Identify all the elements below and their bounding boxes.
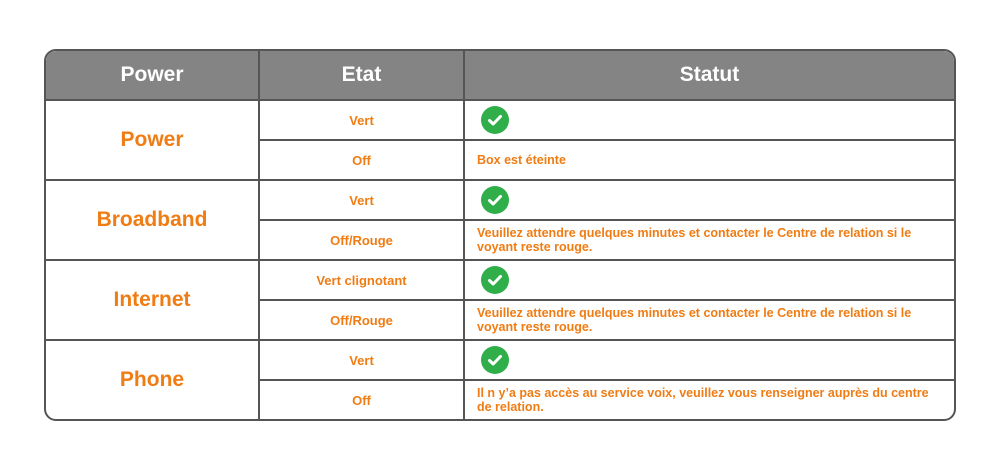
group-rows bbox=[260, 101, 954, 179]
table-row bbox=[260, 261, 954, 301]
group-label: Broadband bbox=[46, 181, 260, 259]
group-label: Internet bbox=[46, 261, 260, 339]
header-etat: Etat bbox=[260, 51, 465, 99]
check-circle-icon bbox=[481, 346, 509, 374]
status-table bbox=[44, 49, 956, 421]
statut-cell: Veuillez attendre quelques minutes et contacter le Centre de relation si le voyant reste rouge. bbox=[477, 306, 912, 334]
table-row bbox=[260, 381, 954, 419]
etat-cell: Off bbox=[260, 381, 465, 419]
header-power: Power bbox=[46, 51, 260, 99]
table-row bbox=[260, 301, 954, 339]
etat-cell: Vert bbox=[260, 181, 465, 219]
etat-cell: Off/Rouge bbox=[260, 221, 465, 259]
group-label: Power bbox=[46, 101, 260, 179]
statut-cell: Il n y’a pas accès au service voix, veuillez vous renseigner auprès du centre de relation. bbox=[477, 386, 929, 414]
etat-cell: Vert bbox=[260, 341, 465, 379]
table-row bbox=[260, 341, 954, 381]
group-rows bbox=[260, 181, 954, 259]
statut-cell bbox=[465, 341, 954, 379]
check-circle-icon bbox=[481, 266, 509, 294]
etat-cell: Vert bbox=[260, 101, 465, 139]
statut-cell bbox=[465, 181, 954, 219]
statut-cell bbox=[465, 261, 954, 299]
header-statut: Statut bbox=[679, 63, 740, 86]
table-row bbox=[260, 141, 954, 179]
group-power bbox=[46, 101, 954, 181]
etat-cell: Off/Rouge bbox=[260, 301, 465, 339]
group-rows bbox=[260, 261, 954, 339]
etat-cell: Off bbox=[260, 141, 465, 179]
group-broadband bbox=[46, 181, 954, 261]
group-rows bbox=[260, 341, 954, 419]
table-row bbox=[260, 221, 954, 259]
table-row bbox=[260, 181, 954, 221]
statut-cell: Box est éteinte bbox=[477, 153, 566, 167]
statut-cell bbox=[465, 101, 954, 139]
statut-cell: Veuillez attendre quelques minutes et contacter le Centre de relation si le voyant reste rouge. bbox=[477, 226, 912, 254]
table-row bbox=[260, 101, 954, 141]
etat-cell: Vert clignotant bbox=[260, 261, 465, 299]
group-label: Phone bbox=[46, 341, 260, 419]
check-circle-icon bbox=[481, 106, 509, 134]
table-header bbox=[46, 51, 954, 101]
check-circle-icon bbox=[481, 186, 509, 214]
group-phone bbox=[46, 341, 954, 419]
status-table-wrapper bbox=[44, 49, 956, 421]
group-internet bbox=[46, 261, 954, 341]
